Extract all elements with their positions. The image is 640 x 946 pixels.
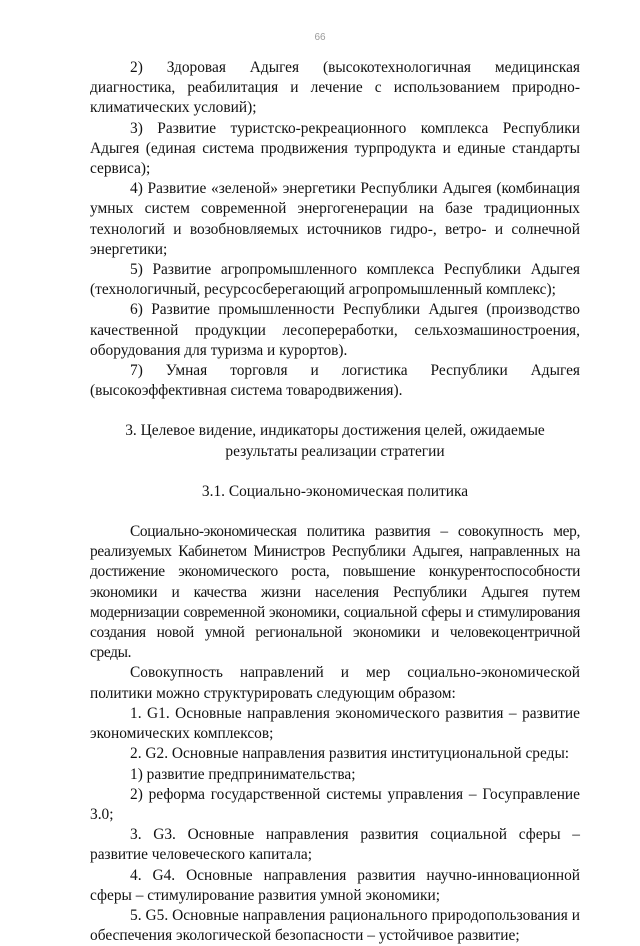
g1-paragraph: 1. G1. Основные направления экономического развития – развитие экономических комплексов; <box>90 704 580 743</box>
section-heading <box>90 421 580 461</box>
list-item-industry: 6) Развитие промышленности Республики Адыгея (производство качественной продукции лесопереработки, сельхозмашиностроения, оборудования для туризма и курортов). <box>90 301 580 359</box>
g5-paragraph: 5. G5. Основные направления рационального природопользования и обеспечения экологической безопасности – устойчивое развитие; <box>90 906 580 945</box>
g2-item-governance-reform: 2) реформа государственной системы управления – Госуправление 3.0; <box>90 785 580 823</box>
g2-paragraph: 2. G2. Основные направления развития институциональной среды: <box>130 745 570 763</box>
list-item-trade-logistics: 7) Умная торговля и логистика Республики Адыгея (высокоэффективная система товародвижения). <box>90 362 580 400</box>
page-number: 66 <box>314 32 326 43</box>
section-heading-line-2: результаты реализации стратегии <box>225 442 445 460</box>
list-item-green-energy: 4) Развитие «зеленой» энергетики Республики Адыгея (комбинация умных систем современной энергогенерации на базе традиционных технологий и возобновляемых источников гидро-, ветро- и солнечной энергетики; <box>90 180 580 258</box>
subsection-heading: 3.1. Социально-экономическая политика <box>201 482 469 500</box>
list-item-tourism: 3) Развитие туристско-рекреационного комплекса Республики Адыгея (единая система продвижения турпродукта и единые стандарты сервиса); <box>90 119 580 178</box>
g3-paragraph: 3. G3. Основные направления развития социальной сферы – развитие человеческого капитала; <box>90 826 580 864</box>
g4-paragraph: 4. G4. Основные направления развития научно-инновационной сферы – стимулирование развития умной экономики; <box>90 866 580 904</box>
g2-item-entrepreneurship: 1) развитие предпринимательства; <box>130 765 356 783</box>
section-heading-line-1: 3. Целевое видение, индикаторы достижения целей, ожидаемые <box>125 422 545 440</box>
list-item-agro: 5) Развитие агропромышленного комплекса Республики Адыгея (технологичный, ресурсосберегающий агропромышленный комплекс); <box>90 261 580 299</box>
document-body <box>90 58 580 946</box>
intro-paragraph: Социально-экономическая политика развития – совокупность мер, реализуемых Кабинетом Министров Республики Адыгея, направленных на достижение экономического роста, повышение конкурентоспособности экономики и качества жизни населения Республики Адыгея путем модернизации современной экономики, социальной сферы и стимулирования создания новой умной региональной экономики и человекоцентричной среды. <box>90 523 580 662</box>
list-item-healthy-adygea: 2) Здоровая Адыгея (высокотехнологичная медицинская диагностика, реабилитация и лечение с использованием природно-климатических условий); <box>90 59 580 117</box>
structure-paragraph: Совокупность направлений и мер социально-экономической политики можно структурировать следующим образом: <box>90 664 580 702</box>
